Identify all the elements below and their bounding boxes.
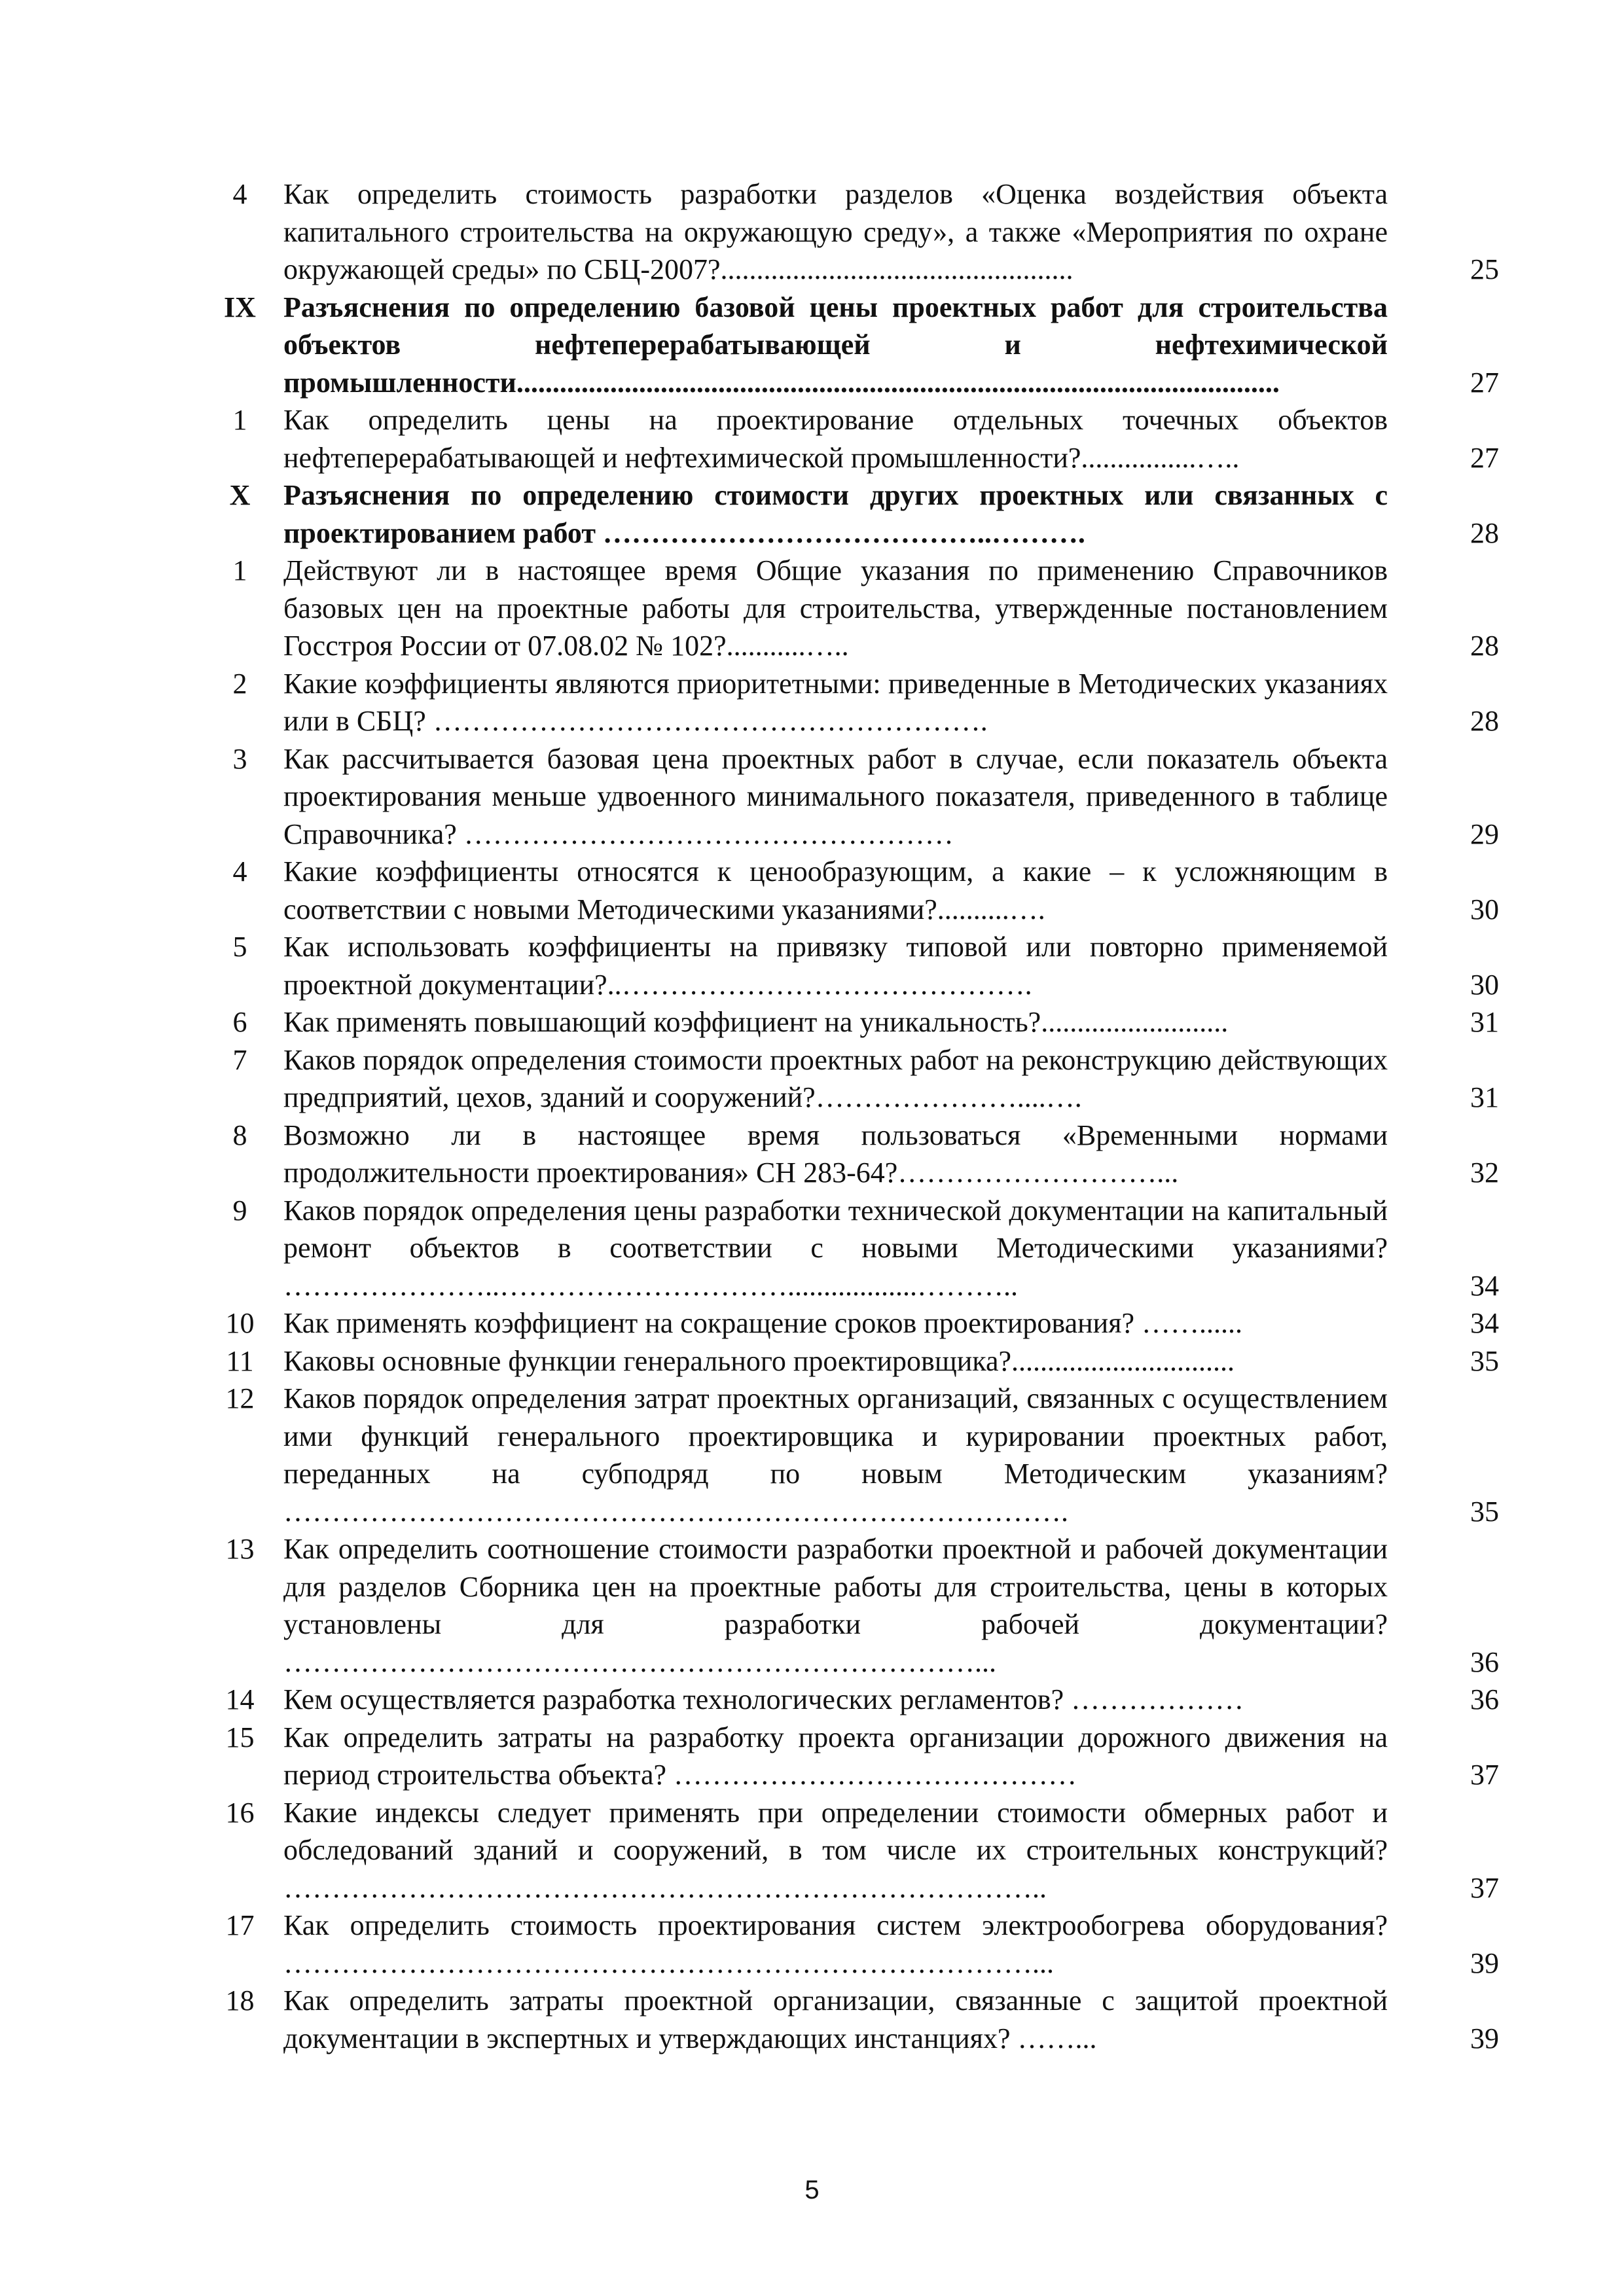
entry-page: 35 bbox=[1470, 1495, 1499, 1528]
entry-page: 36 bbox=[1470, 1645, 1499, 1678]
entry-page: 30 bbox=[1470, 968, 1499, 1001]
entry-number: 13 bbox=[225, 1533, 255, 1565]
toc-entry bbox=[196, 1794, 1499, 1907]
entry-page: 36 bbox=[1470, 1683, 1499, 1715]
entry-title: Как рассчитывается базовая цена проектных работ в случае, если показатель объекта проектирования меньше удвоенного минимального показателя, приведенного в таблице Справочника? …………………………………………… bbox=[283, 742, 1388, 850]
entry-page: 28 bbox=[1470, 705, 1499, 737]
entry-title: Какие индексы следует применять при определении стоимости обмерных работ и обследований зданий и сооружений, в том числе их строительных конструкций? …………………………………………………………………….. bbox=[283, 1796, 1388, 1904]
entry-title: Как определить затраты на разработку проекта организации дорожного движения на период строительства объекта? …………………………………… bbox=[283, 1721, 1388, 1791]
entry-number: 14 bbox=[225, 1683, 255, 1715]
toc-entry bbox=[196, 175, 1499, 289]
entry-title: Как определить соотношение стоимости разработки проектной и рабочей документации для разделов Сборника цен на проектные работы для строительства, цены в которых установлены для разработки рабочей документации? ………………………………………………………………... bbox=[283, 1533, 1388, 1678]
entry-title: Кем осуществляется разработка технологических регламентов? ……………… bbox=[283, 1683, 1244, 1715]
toc-entry bbox=[196, 740, 1499, 853]
table-of-contents bbox=[196, 175, 1499, 2057]
entry-number: 2 bbox=[232, 667, 247, 700]
toc-entry bbox=[196, 1681, 1499, 1719]
toc-entry bbox=[196, 1304, 1499, 1342]
entry-number: 9 bbox=[232, 1194, 247, 1227]
entry-number: 15 bbox=[225, 1721, 255, 1753]
toc-entry bbox=[196, 665, 1499, 740]
toc-entry bbox=[196, 853, 1499, 928]
section-title: Разъяснения по определению базовой цены проектных работ для строительства объектов нефтеперерабатывающей и нефтехимической промышленности.......................................................................................................... bbox=[283, 291, 1388, 399]
toc-entry bbox=[196, 401, 1499, 476]
entry-title: Как определить затраты проектной организации, связанные с защитой проектной документации в экспертных и утверждающих инстанциях? ……... bbox=[283, 1984, 1388, 2054]
entry-page: 30 bbox=[1470, 893, 1499, 925]
entry-number: 4 bbox=[232, 855, 247, 888]
entry-title: Каков порядок определения затрат проектных организаций, связанных с осуществлением ими функций генерального проектировщика и курировании проектных работ, переданных на субподряд по новым Методическим указаниям? ………………………………………………………………………. bbox=[283, 1382, 1388, 1528]
entry-title: Действуют ли в настоящее время Общие указания по применению Справочников базовых цен на проектные работы для строительства, утвержденные постановлением Госстроя России от 07.08.02 № 102?...........….. bbox=[283, 554, 1388, 662]
toc-entry bbox=[196, 1041, 1499, 1117]
entry-page: 31 bbox=[1470, 1006, 1499, 1038]
entry-title: Как применять коэффициент на сокращение сроков проектирования? ……...... bbox=[283, 1307, 1242, 1339]
entry-number: 1 bbox=[232, 404, 247, 436]
entry-title: Как определить цены на проектирование отдельных точечных объектов нефтеперерабатывающей и нефтехимической промышленности?................….. bbox=[283, 404, 1388, 474]
entry-page: 34 bbox=[1470, 1269, 1499, 1302]
toc-entry bbox=[196, 1380, 1499, 1530]
entry-number: 12 bbox=[225, 1382, 255, 1414]
entry-number: 8 bbox=[232, 1119, 247, 1151]
toc-entry bbox=[196, 1907, 1499, 1982]
section-number: IX bbox=[224, 291, 256, 323]
entry-number: 7 bbox=[232, 1043, 247, 1076]
entry-page: 28 bbox=[1470, 630, 1499, 662]
toc-entry bbox=[196, 1530, 1499, 1681]
entry-page: 31 bbox=[1470, 1081, 1499, 1113]
entry-page: 27 bbox=[1470, 441, 1499, 474]
entry-number: 4 bbox=[232, 178, 247, 210]
entry-page: 35 bbox=[1470, 1344, 1499, 1377]
entry-title: Возможно ли в настоящее время пользоваться «Временными нормами продолжительности проектирования» СН 283-64?………………………... bbox=[283, 1119, 1388, 1189]
toc-entry bbox=[196, 1982, 1499, 2057]
entry-number: 5 bbox=[232, 931, 247, 963]
entry-title: Как определить стоимость разработки разделов «Оценка воздействия объекта капитального строительства на окружающую среду», а также «Мероприятия по охране окружающей среды» по СБЦ-2007?................................................. bbox=[283, 178, 1388, 285]
section-number: X bbox=[229, 479, 251, 511]
entry-page: 39 bbox=[1470, 1946, 1499, 1979]
entry-page: 29 bbox=[1470, 817, 1499, 850]
entry-title: Какие коэффициенты являются приоритетными: приведенные в Методических указаниях или в СБЦ? …………………………………………………. bbox=[283, 667, 1388, 737]
entry-page: 39 bbox=[1470, 2022, 1499, 2054]
entry-title: Как использовать коэффициенты на привязку типовой или повторно применяемой проектной документации?..……………………………………. bbox=[283, 931, 1388, 1001]
entry-page: 34 bbox=[1470, 1307, 1499, 1339]
entry-title: Каков порядок определения стоимости проектных работ на реконструкцию действующих предприятий, цехов, зданий и сооружений?…………………....…. bbox=[283, 1043, 1388, 1113]
page-number: 5 bbox=[804, 2176, 820, 2204]
toc-entry bbox=[196, 552, 1499, 665]
entry-title: Каковы основные функции генерального проектировщика?............................... bbox=[283, 1344, 1235, 1377]
entry-number: 3 bbox=[232, 742, 247, 775]
section-page: 27 bbox=[1470, 366, 1499, 399]
entry-page: 32 bbox=[1470, 1157, 1499, 1189]
entry-page: 25 bbox=[1470, 253, 1499, 285]
entry-number: 6 bbox=[232, 1006, 247, 1038]
entry-number: 1 bbox=[232, 554, 247, 586]
entry-number: 16 bbox=[225, 1796, 255, 1829]
toc-entry bbox=[196, 1192, 1499, 1305]
toc-entry bbox=[196, 928, 1499, 1003]
entry-page: 37 bbox=[1470, 1871, 1499, 1904]
entry-title: Какие коэффициенты относятся к ценообразующим, а какие – к усложняющим в соответствии с новыми Методическими указаниями?..........…. bbox=[283, 855, 1388, 925]
section-page: 28 bbox=[1470, 516, 1499, 549]
entry-number: 11 bbox=[226, 1344, 254, 1377]
toc-section-heading bbox=[196, 476, 1499, 552]
entry-number: 17 bbox=[225, 1909, 255, 1941]
entry-number: 10 bbox=[225, 1307, 255, 1339]
toc-entry bbox=[196, 1003, 1499, 1041]
toc-entry bbox=[196, 1117, 1499, 1192]
entry-title: Каков порядок определения цены разработки технической документации на капитальный ремонт объектов в соответствии с новыми Методическими указаниями? …………………..…………………………..................……….. bbox=[283, 1194, 1388, 1302]
toc-entry bbox=[196, 1342, 1499, 1380]
entry-title: Как применять повышающий коэффициент на уникальность?.......................... bbox=[283, 1006, 1229, 1038]
entry-number: 18 bbox=[225, 1984, 255, 2017]
entry-title: Как определить стоимость проектирования систем электрообогрева оборудования? ……………………………………………………………………... bbox=[283, 1909, 1388, 1979]
toc-section-heading bbox=[196, 289, 1499, 402]
entry-page: 37 bbox=[1470, 1759, 1499, 1791]
toc-entry bbox=[196, 1719, 1499, 1794]
section-title: Разъяснения по определению стоимости других проектных или связанных с проектированием работ …………………………………..………. bbox=[283, 479, 1388, 549]
